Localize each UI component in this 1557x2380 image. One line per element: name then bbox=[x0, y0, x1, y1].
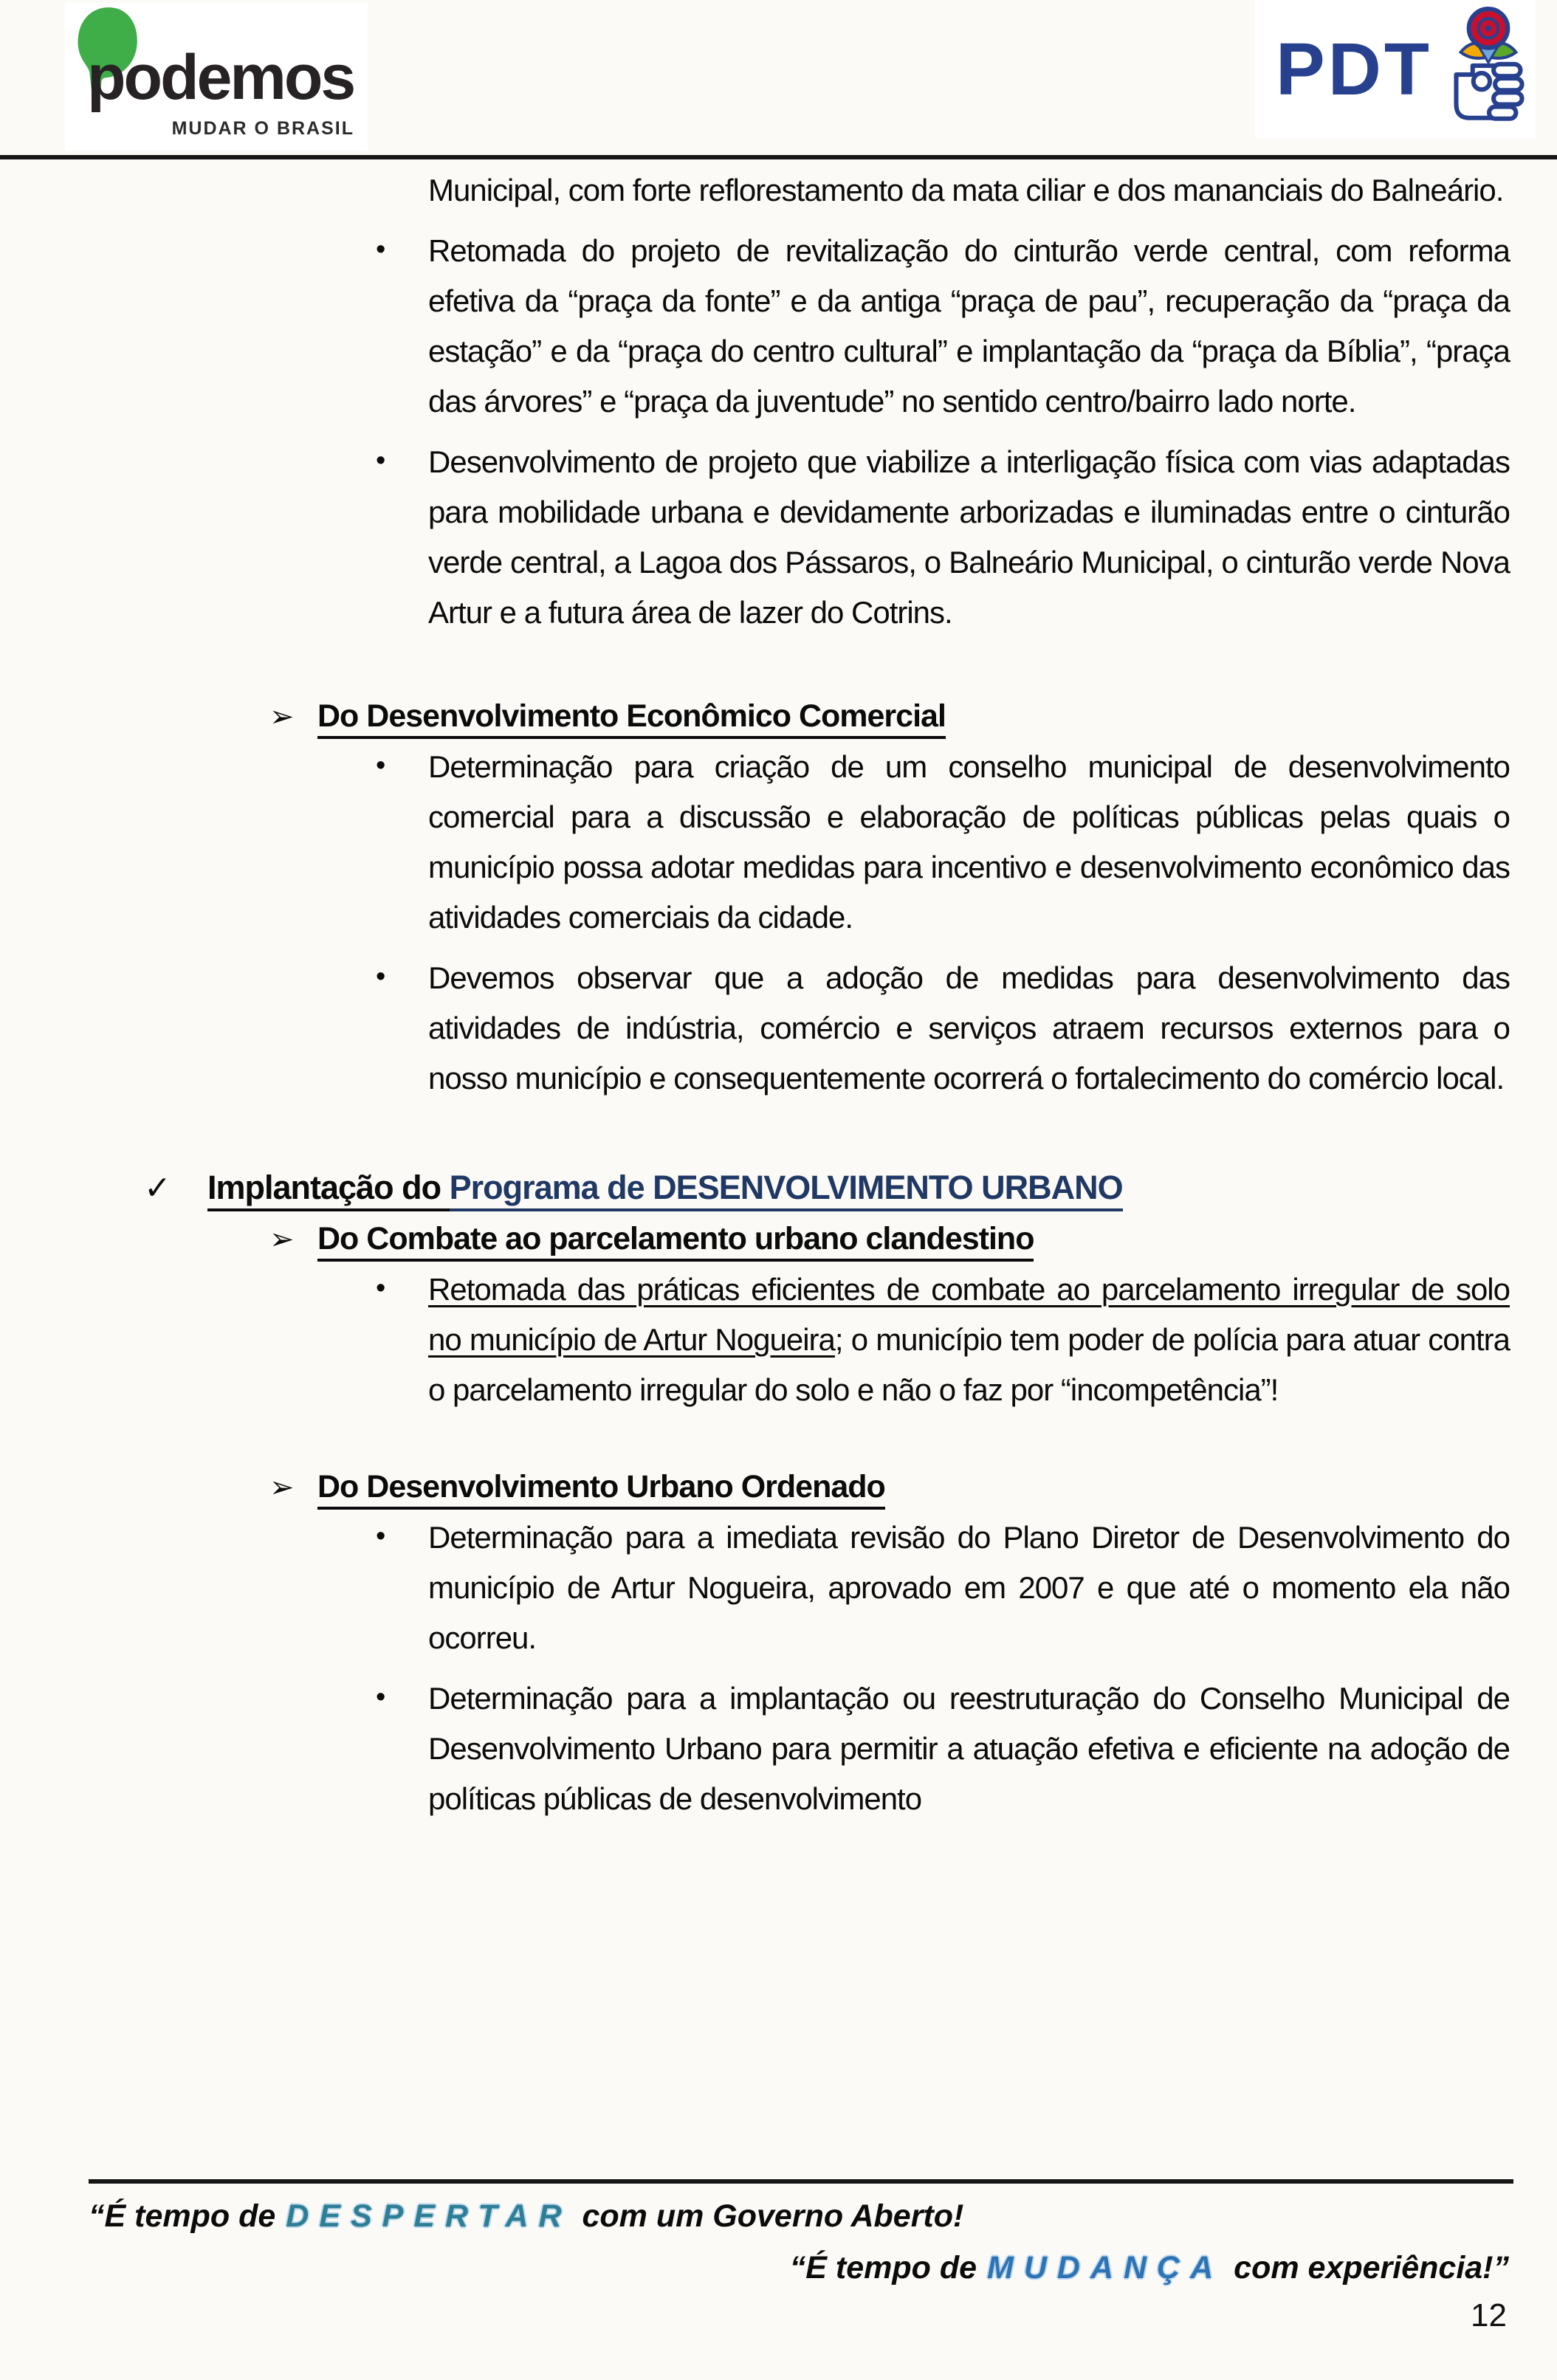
bullet-plano-diretor bbox=[376, 1513, 1510, 1663]
podemos-tagline: MUDAR O BRASIL bbox=[171, 118, 354, 139]
bullet-text: Determinação para a imediata revisão do Plano Diretor de Desenvolvimento do município de Artur Nogueira, aprovado em 2007 e que até o momento ela não ocorreu. bbox=[428, 1520, 1510, 1655]
heading-text: Do Combate ao parcelamento urbano clandestino bbox=[317, 1221, 1034, 1262]
podemos-logo bbox=[65, 3, 368, 151]
page-number: 12 bbox=[1471, 2297, 1507, 2333]
bullet-retomada-praticas bbox=[376, 1265, 1510, 1415]
heading-combate-parcelamento bbox=[269, 1214, 1511, 1265]
bullet-icon: • bbox=[376, 750, 386, 781]
bullet-icon: • bbox=[376, 234, 386, 265]
slogan-prefix: “É tempo de bbox=[789, 2250, 977, 2286]
bullet-text: Retomada do projeto de revitalização do cinturão verde central, com reforma efetiva da “praça da fonte” e da antiga “praça de pau”, recuperação da “praça da estação” e da “praça do centro cultural” e implantação da “praça da Bíblia”, “praça das árvores” e “praça da juventude” no sentido centro/bairro lado norte. bbox=[428, 233, 1510, 419]
bullet-icon: • bbox=[376, 1521, 386, 1552]
bullet-conselho-comercial bbox=[376, 742, 1510, 943]
paragraph-balneario: Municipal, com forte reflorestamento da mata ciliar e dos mananciais do Balneário. bbox=[428, 173, 1504, 207]
slogan-suffix: com experiência!” bbox=[1234, 2250, 1509, 2286]
slogan-highlight-mudanca: MUDANÇA bbox=[987, 2250, 1224, 2286]
heading-urbano-ordenado bbox=[269, 1462, 1511, 1513]
bullet-revitalizacao bbox=[376, 226, 1510, 427]
heading-programa-desenvolvimento-urbano bbox=[144, 1163, 1511, 1214]
footer-slogan-despertar bbox=[89, 2198, 963, 2235]
bullet-text: Determinação para criação de um conselho municipal de desenvolvimento comercial para a discussão e elaboração de políticas públicas pelas quais o município possa adotar medidas para incentivo e desenvolvimento econômico das atividades comerciais da cidade. bbox=[428, 749, 1510, 935]
bullet-text: Determinação para a implantação ou reestruturação do Conselho Municipal de Desenvolvimento Urbano para permitir a atuação efetiva e eficiente na adoção de políticas públicas de desenvolvimento bbox=[428, 1681, 1510, 1816]
underlined-passage: Retomada das práticas eficientes de combate ao parcelamento irregular de solo no município de Artur Nogueira bbox=[428, 1272, 1510, 1357]
bullet-icon: • bbox=[376, 1682, 386, 1713]
heading-desenvolvimento-economico bbox=[269, 691, 1511, 742]
arrowhead-icon: ➢ bbox=[269, 701, 294, 733]
bullet-icon: • bbox=[376, 1273, 386, 1304]
bullet-icon: • bbox=[376, 445, 386, 476]
heading-prefix: Implantação do bbox=[207, 1169, 441, 1211]
heading-program-name: Programa de DESENVOLVIMENTO URBANO bbox=[450, 1169, 1123, 1211]
document-body bbox=[144, 165, 1511, 1834]
pdt-logo bbox=[1255, 0, 1536, 139]
heading-text: Do Desenvolvimento Urbano Ordenado bbox=[317, 1469, 885, 1510]
bullet-text bbox=[428, 1272, 1510, 1407]
footer-divider bbox=[89, 2179, 1513, 2184]
checkmark-icon: ✓ bbox=[144, 1170, 171, 1206]
arrowhead-icon: ➢ bbox=[269, 1223, 294, 1256]
bullet-text-rest: ; o município tem poder de polícia para atuar contra o parcelamento irregular do solo e não o faz por “incompetência”! bbox=[428, 1322, 1510, 1407]
header-divider bbox=[0, 155, 1557, 159]
bullet-icon: • bbox=[376, 961, 386, 992]
arrowhead-icon: ➢ bbox=[269, 1471, 294, 1504]
bullet-text: Devemos observar que a adoção de medidas para desenvolvimento das atividades de indústria, comércio e serviços atraem recursos externos para o nosso município e consequentemente ocorrerá o fortalecimento do comércio local. bbox=[428, 960, 1510, 1096]
pdt-rose-fist-icon bbox=[1447, 6, 1530, 133]
slogan-suffix: com um Governo Aberto! bbox=[582, 2198, 964, 2234]
podemos-wordmark: podemos bbox=[87, 42, 354, 113]
bullet-devemos-observar bbox=[376, 953, 1510, 1104]
slogan-prefix: “É tempo de bbox=[89, 2198, 276, 2234]
bullet-interligacao bbox=[376, 437, 1510, 638]
slogan-highlight-despertar: DESPERTAR bbox=[286, 2198, 572, 2234]
heading-text: Do Desenvolvimento Econômico Comercial bbox=[317, 698, 946, 739]
pdt-wordmark: PDT bbox=[1276, 27, 1432, 111]
footer-slogan-mudanca bbox=[790, 2250, 1509, 2286]
bullet-conselho-urbano bbox=[376, 1674, 1510, 1824]
bullet-text: Desenvolvimento de projeto que viabilize a interligação física com vias adaptadas para mobilidade urbana e devidamente arborizadas e iluminadas entre o cinturão verde central, a Lagoa dos Pássaros, o Balneário Municipal, o cinturão verde Nova Artur e a futura área de lazer do Cotrins. bbox=[428, 444, 1510, 630]
